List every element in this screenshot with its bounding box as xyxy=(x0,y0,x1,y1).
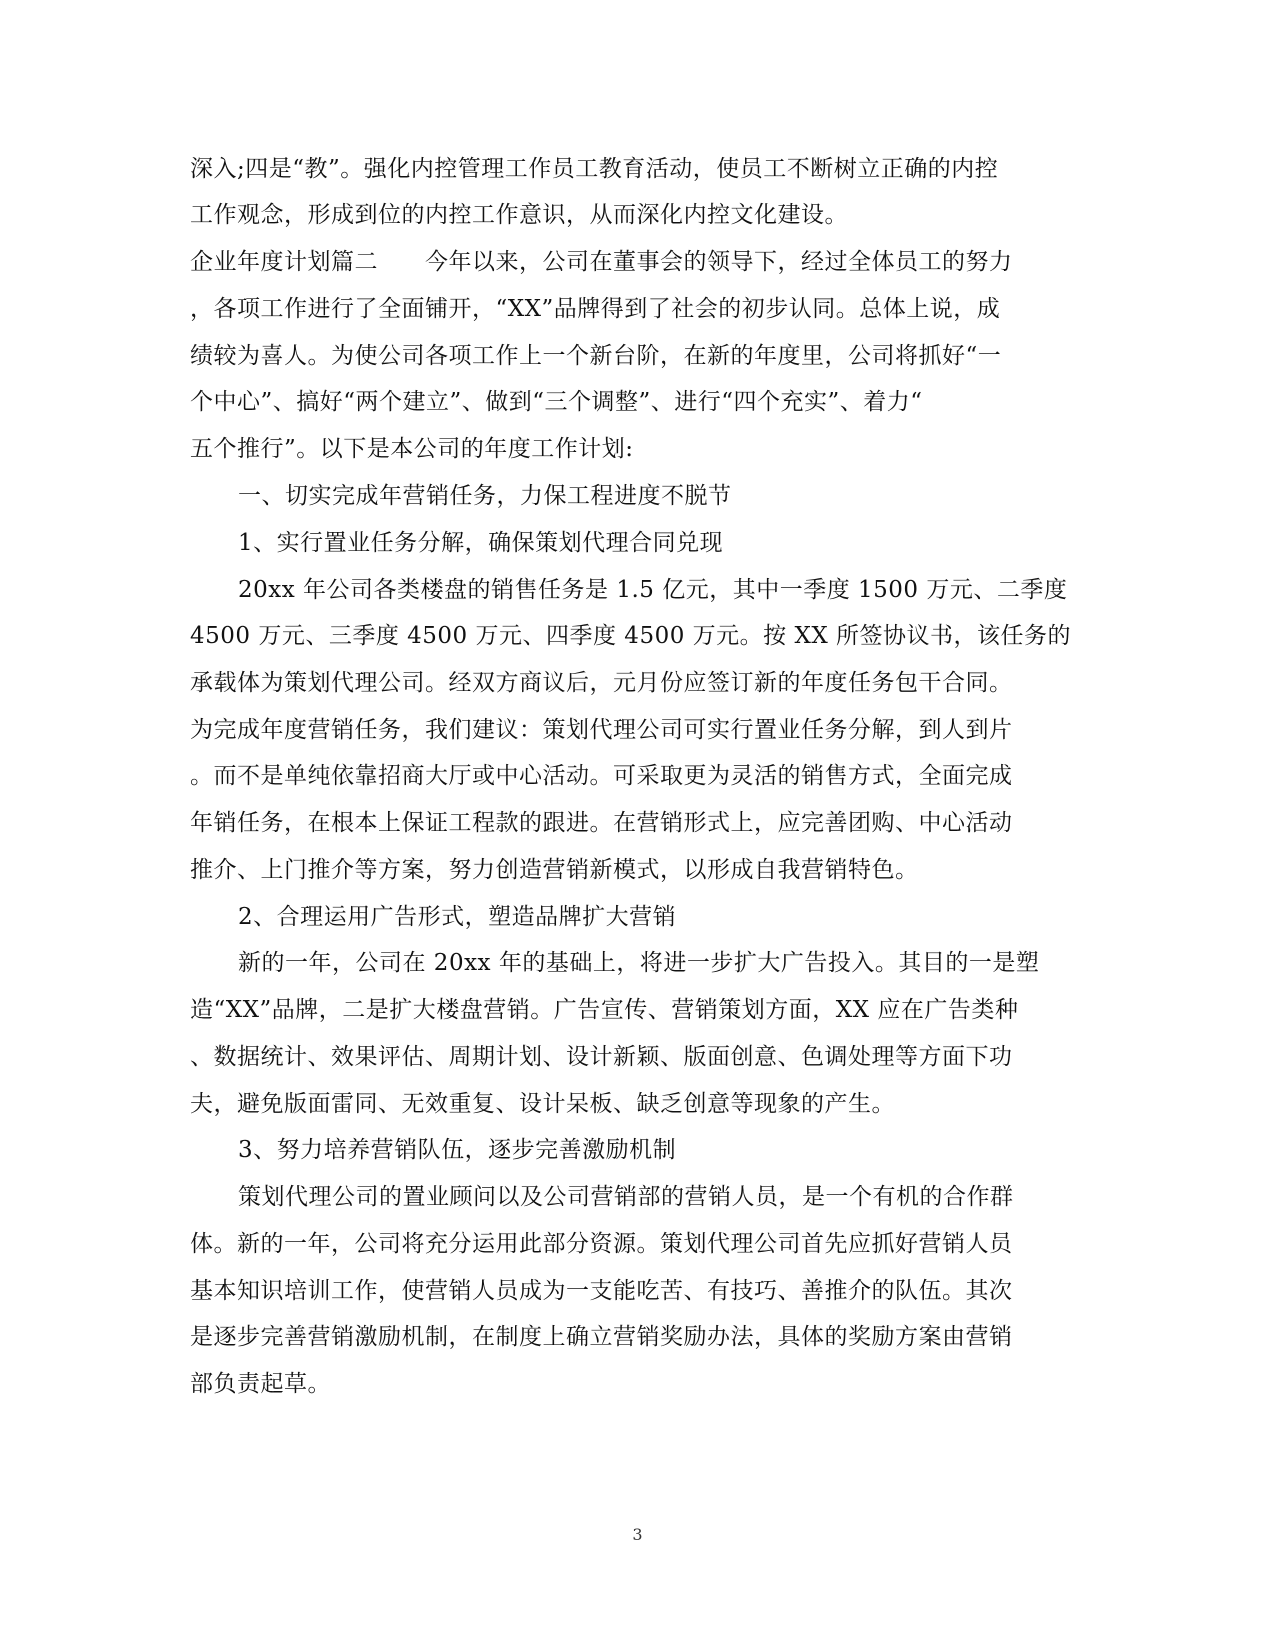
paragraph-line: 体。新的一年，公司将充分运用此部分资源。策划代理公司首先应抓好营销人员 xyxy=(190,1231,1013,1257)
page-number: 3 xyxy=(632,1525,643,1544)
paragraph-line: ，各项工作进行了全面铺开，“XX”品牌得到了社会的初步认同。总体上说，成 xyxy=(190,296,1001,322)
subsection-heading: 1、实行置业任务分解，确保策划代理合同兑现 xyxy=(238,530,724,556)
paragraph-line: 为完成年度营销任务，我们建议：策划代理公司可实行置业任务分解，到人到片 xyxy=(190,717,1013,743)
paragraph-line: 部负责起草。 xyxy=(190,1371,331,1397)
paragraph-line: 五个推行”。以下是本公司的年度工作计划: xyxy=(190,436,634,462)
paragraph-line: 个中心”、搞好“两个建立”、做到“三个调整”、进行“四个充实”、着力“ xyxy=(190,389,923,415)
section-heading: 一、切实完成年营销任务，力保工程进度不脱节 xyxy=(238,483,732,509)
paragraph-line: 新的一年，公司在 20xx 年的基础上，将进一步扩大广告投入。其目的一是塑 xyxy=(238,950,1040,976)
subsection-heading: 3、努力培养营销队伍，逐步完善激励机制 xyxy=(238,1137,677,1163)
paragraph-line: 工作观念，形成到位的内控工作意识，从而深化内控文化建设。 xyxy=(190,202,848,228)
paragraph-line: 、数据统计、效果评估、周期计划、设计新颖、版面创意、色调处理等方面下功 xyxy=(190,1044,1013,1070)
paragraph-line: 基本知识培训工作，使营销人员成为一支能吃苦、有技巧、善推介的队伍。其次 xyxy=(190,1278,1013,1304)
paragraph-line: 深入;四是“教”。强化内控管理工作员工教育活动，使员工不断树立正确的内控 xyxy=(190,156,999,182)
paragraph-line: 4500 万元、三季度 4500 万元、四季度 4500 万元。按 XX 所签协议书，该任务的 xyxy=(190,623,1072,649)
paragraph-line: 。而不是单纯依靠招商大厅或中心活动。可采取更为灵活的销售方式，全面完成 xyxy=(190,763,1013,789)
paragraph-line: 夫，避免版面雷同、无效重复、设计呆板、缺乏创意等现象的产生。 xyxy=(190,1091,895,1117)
paragraph-line: 20xx 年公司各类楼盘的销售任务是 1.5 亿元，其中一季度 1500 万元、二季度 xyxy=(238,577,1068,603)
paragraph-line: 是逐步完善营销激励机制，在制度上确立营销奖励办法，具体的奖励方案由营销 xyxy=(190,1324,1013,1350)
subsection-heading: 2、合理运用广告形式，塑造品牌扩大营销 xyxy=(238,904,677,930)
paragraph-line: 企业年度计划篇二 今年以来，公司在董事会的领导下，经过全体员工的努力 xyxy=(190,249,1013,275)
paragraph-line: 策划代理公司的置业顾问以及公司营销部的营销人员，是一个有机的合作群 xyxy=(238,1184,1014,1210)
paragraph-line: 绩较为喜人。为使公司各项工作上一个新台阶，在新的年度里，公司将抓好“一 xyxy=(190,343,1002,369)
paragraph-line: 承载体为策划代理公司。经双方商议后，元月份应签订新的年度任务包干合同。 xyxy=(190,670,1013,696)
paragraph-line: 推介、上门推介等方案，努力创造营销新模式，以形成自我营销特色。 xyxy=(190,857,919,883)
paragraph-line: 年销任务，在根本上保证工程款的跟进。在营销形式上，应完善团购、中心活动 xyxy=(190,810,1013,836)
paragraph-line: 造“XX”品牌，二是扩大楼盘营销。广告宣传、营销策划方面，XX 应在广告类种 xyxy=(190,997,1019,1023)
